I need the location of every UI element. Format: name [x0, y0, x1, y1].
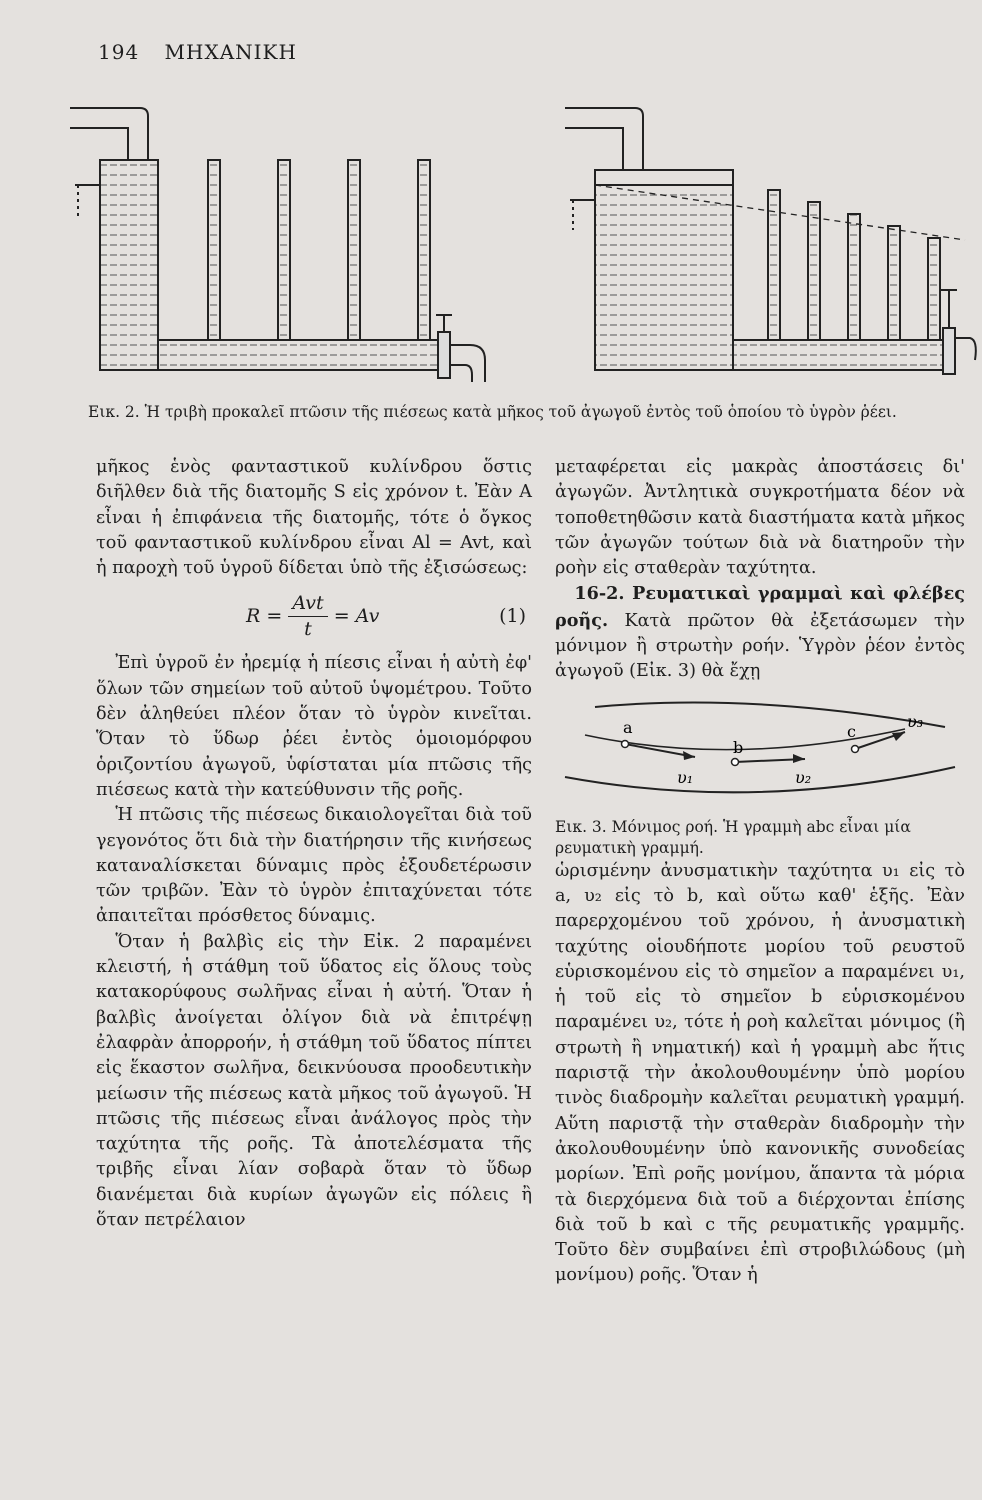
left-paragraph-2: Ἐπὶ ὑγροῦ ἐν ἠρεμίᾳ ἡ πίεσις εἶναι ἡ αὐτὴ ἐφ' ὅλων τῶν σημείων τοῦ αὐτοῦ ὑψομέτρου. Τοῦτο δὲν ἀληθεύει πλέον ὅταν τὸ ὑγρὸν κινεῖται. Ὅταν τὸ ὕδωρ ῥέει ἐντὸς ὁμοιομόρφου ὁριζοντίου ἀγωγοῦ, ὑφίσταται μία πτῶσις τῆς πιέσεως κατὰ τὴν κατεύθυνσιν τῆς ροῆς.	[96, 653, 532, 800]
fig3-label-v3: υ₃	[907, 711, 924, 731]
equation-1	[96, 581, 532, 651]
right-paragraph-1: μεταφέρεται εἰς μακρὰς ἀποστάσεις δι' ἀγωγῶν. Ἀντλητικὰ συγκροτήματα δέον νὰ τοποθετηθῶσιν κατὰ διαστήματα κατὰ μῆκος τῶν ἀγωγῶν τούτων διὰ νὰ διατηροῦν τὴν ροὴν εἰς σταθερὰν ταχύτητα.	[555, 457, 965, 579]
figure-3-caption: Εικ. 3. Μόνιμος ροή. Ἡ γραμμὴ abc εἶναι μία ρευματικὴ γραμμή.	[555, 817, 911, 857]
page-header	[98, 40, 297, 64]
left-paragraph-4: Ὅταν ἡ βαλβὶς εἰς τὴν Εἰκ. 2 παραμένει κλειστή, ἡ στάθμη τοῦ ὕδατος εἰς ὅλους τοὺς κατακορύφους σωλῆνας εἶναι ἡ αὐτή. Ὅταν ἡ βαλβὶς ἀνοίγεται ὀλίγον διὰ νὰ ἐπιτρέψῃ ἐλαφρὰν ἀπορροήν, ἡ στάθμη τοῦ ὕδατος πίπτει εἰς ἕκαστον σωλῆνα, δεικνύουσα προοδευτικὴν μείωσιν τῆς πιέσεως κατὰ μῆκος τοῦ ἀγωγοῦ. Ἡ πτῶσις τῆς πιέσεως εἶναι ἀνάλογος πρὸς τὴν ταχύτητα τῆς ροῆς. Τὰ ἀποτελέσματα τῆς τριβῆς εἶναι λίαν σοβαρὰ ὅταν τὸ ὕδωρ διανέμεται διὰ κυρίων ἀγωγῶν εἰς πόλεις ἢ ὅταν πετρέλαιον	[96, 931, 532, 1231]
right-column	[555, 455, 965, 1289]
fig3-label-c: c	[847, 721, 856, 741]
equation-lhs: R =	[246, 604, 283, 627]
right-paragraph-3: ὡρισμένην ἀνυσματικὴν ταχύτητα υ₁ εἰς τὸ a, υ₂ εἰς τὸ b, καὶ οὕτω καθ' ἑξῆς. Ἐὰν παρερχομένου τοῦ χρόνου, ἡ ἀνυσματικὴ ταχύτης οἱουδήποτε μορίου τοῦ ρευστοῦ εὑρισκομένου εἰς τὸ σημεῖον a παραμένει υ₁, ἡ τοῦ εἰς τὸ σημεῖον b εὑρισκομένου παραμένει υ₂, τότε ἡ ροὴ καλεῖται μόνιμος (ἢ στρωτὴ ἢ νηματική) καὶ ἡ γραμμὴ abc ἥτις παριστᾷ τὴν ἀκολουθουμένην ὑπὸ μορίου τινὸς διαδρομὴν καλεῖται ρευματικὴ γραμμή. Αὕτη παριστᾷ τὴν σταθερὰν διαδρομὴν τὴν ἀκολουθουμένην ὑπὸ κανονικῆς συνοδείας μορίων. Ἐπὶ ροῆς μονίμου, ἅπαντα τὰ μόρια τὰ διερχόμενα διὰ τοῦ a διέρχονται ἐπίσης διὰ τοῦ b καὶ c τῆς ρευματικῆς γραμμῆς. Τοῦτο δὲν συμβαίνει ἐπὶ στροβιλώδους (μὴ μονίμου) ροῆς. Ὅταν ἡ	[555, 860, 965, 1286]
fig3-label-v1: υ₁	[677, 767, 694, 787]
left-paragraph-3: Ἡ πτῶσις τῆς πιέσεως δικαιολογεῖται διὰ τοῦ γεγονότος ὅτι διὰ τὴν διατήρησιν τῆς κινήσεως καταναλίσκεται δύναμις πρὸς ἐξουδετέρωσιν τῶν τριβῶν. Ἐὰν τὸ ὑγρὸν ἐπιταχύνεται τότε ἀπαιτεῖται πρόσθετος δύναμις.	[96, 805, 532, 927]
equation-label: (1)	[499, 604, 526, 627]
page-number: 194	[98, 40, 140, 64]
figure-2-pipe-diagrams	[60, 90, 980, 390]
figure-2-left-diagram	[70, 108, 485, 382]
equation-numerator: Avt	[288, 591, 327, 617]
figure-2-right-diagram	[565, 108, 976, 374]
section-paragraph	[555, 581, 965, 684]
right-paragraph-2: Κατὰ πρῶτον θὰ ἐξετάσωμεν τὴν μόνιμον ἢ στρωτὴν ροήν. Ὑγρὸν ῥέον ἐντὸς ἀγωγοῦ (Εἰκ. 3) θὰ ἔχῃ	[555, 610, 965, 682]
section-title: 16-2. Ρευματικαὶ γραμμαὶ καὶ φλέβες ροῆς.	[555, 583, 965, 631]
running-title: ΜΗΧΑΝΙΚΗ	[164, 40, 297, 64]
figure-3-streamline	[555, 697, 965, 817]
figure-2-caption: Εικ. 2. Ἡ τριβὴ προκαλεῖ πτῶσιν τῆς πιέσεως κατὰ μῆκος τοῦ ἀγωγοῦ ἐντὸς τοῦ ὁποίου τὸ ὑγρὸν ῥέει.	[88, 403, 897, 421]
left-paragraph-1: μῆκος ἑνὸς φανταστικοῦ κυλίνδρου ὅστις διῆλθεν διὰ τῆς διατομῆς S εἰς χρόνον t. Ἐὰν A εἶναι ἡ ἐπιφάνεια τῆς διατομῆς, τότε ὁ ὄγκος τοῦ φανταστικοῦ κυλίνδρου εἶναι Al = Avt, καὶ ἡ παροχὴ τοῦ ὑγροῦ δίδεται ὑπὸ τῆς ἐξισώσεως:	[96, 457, 532, 579]
fig3-label-b: b	[733, 737, 744, 757]
fig3-label-v2: υ₂	[795, 767, 812, 787]
left-column	[96, 455, 532, 1233]
equation-denominator: t	[304, 617, 312, 640]
equation-fraction	[288, 591, 327, 643]
fig3-label-a: a	[623, 717, 633, 737]
equation-rhs: = Av	[333, 604, 380, 627]
